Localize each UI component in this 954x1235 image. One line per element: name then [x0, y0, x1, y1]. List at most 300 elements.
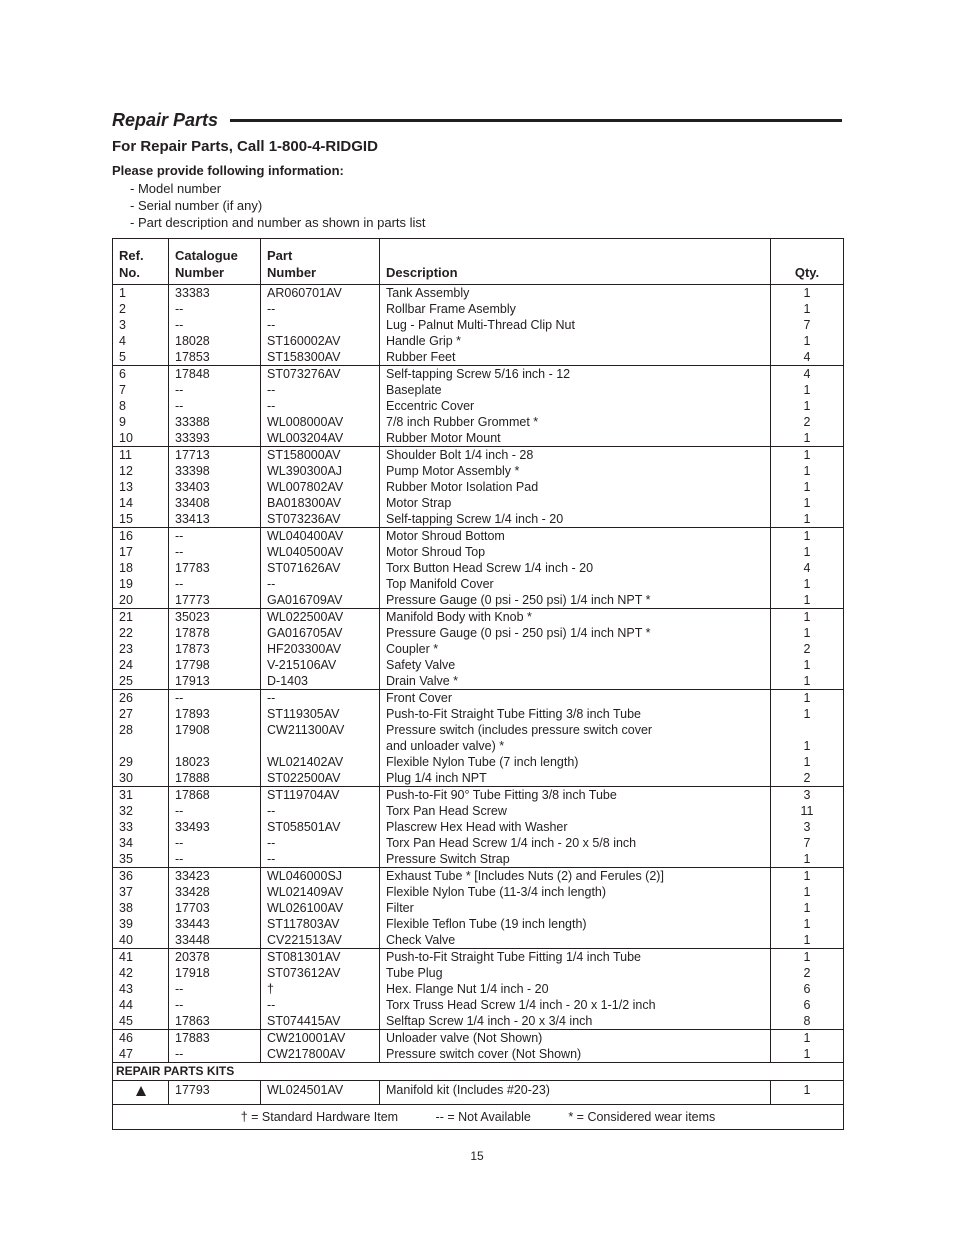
section-rule [230, 119, 842, 122]
catalogue-number: 35023 [169, 609, 261, 626]
kit-catalogue: 17793 [169, 1081, 261, 1105]
ref-number: 29 [113, 754, 169, 770]
catalogue-number: -- [169, 398, 261, 414]
ref-number: 37 [113, 884, 169, 900]
info-title: Please provide following information: [112, 163, 344, 178]
table-row [113, 949, 844, 966]
part-number: -- [261, 576, 380, 592]
ref-number: 16 [113, 528, 169, 545]
part-number: WL390300AJ [261, 463, 380, 479]
catalogue-number: 17918 [169, 965, 261, 981]
kit-row [113, 1081, 844, 1105]
part-number: WL022500AV [261, 609, 380, 626]
ref-number: 13 [113, 479, 169, 495]
part-description: Rubber Motor Isolation Pad [380, 479, 771, 495]
catalogue-number: -- [169, 301, 261, 317]
part-description: Top Manifold Cover [380, 576, 771, 592]
table-row [113, 851, 844, 868]
table-row [113, 673, 844, 690]
ref-number: 9 [113, 414, 169, 430]
part-qty: 1 [771, 479, 844, 495]
part-qty: 1 [771, 544, 844, 560]
part-number: -- [261, 851, 380, 868]
catalogue-number: -- [169, 690, 261, 707]
ref-number: 30 [113, 770, 169, 787]
part-description: Lug - Palnut Multi-Thread Clip Nut [380, 317, 771, 333]
catalogue-number: 33408 [169, 495, 261, 511]
legend-not-available: -- = Not Available [435, 1110, 531, 1124]
ref-number: 33 [113, 819, 169, 835]
part-description: Baseplate [380, 382, 771, 398]
part-description: Filter [380, 900, 771, 916]
part-number: GA016705AV [261, 625, 380, 641]
part-qty: 4 [771, 560, 844, 576]
part-description: Plascrew Hex Head with Washer [380, 819, 771, 835]
part-number: ST073236AV [261, 511, 380, 528]
ref-number: 28 [113, 722, 169, 754]
part-description: Motor Strap [380, 495, 771, 511]
catalogue-number: -- [169, 851, 261, 868]
table-row [113, 932, 844, 949]
part-qty: 1 [771, 706, 844, 722]
part-description: Torx Truss Head Screw 1/4 inch - 20 x 1-1/2 inch [380, 997, 771, 1013]
part-qty: 1 [771, 398, 844, 414]
catalogue-number: 17883 [169, 1030, 261, 1047]
part-number: CV221513AV [261, 932, 380, 949]
part-number: ST022500AV [261, 770, 380, 787]
ref-number: 32 [113, 803, 169, 819]
table-row [113, 981, 844, 997]
part-number: WL007802AV [261, 479, 380, 495]
catalogue-number: 33383 [169, 285, 261, 302]
table-row [113, 819, 844, 835]
part-description: Push-to-Fit Straight Tube Fitting 1/4 inch Tube [380, 949, 771, 966]
part-number: -- [261, 398, 380, 414]
table-row [113, 317, 844, 333]
part-description: Pressure Gauge (0 psi - 250 psi) 1/4 inch NPT * [380, 592, 771, 609]
info-list [130, 180, 426, 231]
table-row [113, 592, 844, 609]
parts-table [112, 238, 844, 1130]
ref-number: 46 [113, 1030, 169, 1047]
catalogue-number: 17908 [169, 722, 261, 754]
legend-row [113, 1105, 844, 1130]
part-number: CW211300AV [261, 722, 380, 754]
part-number: BA018300AV [261, 495, 380, 511]
part-number: ST158300AV [261, 349, 380, 366]
part-number: V-215106AV [261, 657, 380, 673]
ref-number: 44 [113, 997, 169, 1013]
ref-number: 39 [113, 916, 169, 932]
part-number: ST160002AV [261, 333, 380, 349]
ref-number: 38 [113, 900, 169, 916]
ref-number: 18 [113, 560, 169, 576]
part-number: -- [261, 803, 380, 819]
header-qty: Qty. [771, 239, 844, 285]
part-qty: 1 [771, 301, 844, 317]
part-description: Exhaust Tube * [Includes Nuts (2) and Ferules (2)] [380, 868, 771, 885]
part-description: Pump Motor Assembly * [380, 463, 771, 479]
part-number: D-1403 [261, 673, 380, 690]
table-row [113, 1013, 844, 1030]
table-row [113, 414, 844, 430]
part-description: Handle Grip * [380, 333, 771, 349]
catalogue-number: 33493 [169, 819, 261, 835]
part-description: 7/8 inch Rubber Grommet * [380, 414, 771, 430]
table-row [113, 609, 844, 626]
catalogue-number: 17913 [169, 673, 261, 690]
part-description: Safety Valve [380, 657, 771, 673]
table-row [113, 965, 844, 981]
ref-number: 1 [113, 285, 169, 302]
parts-group [113, 447, 844, 528]
ref-number: 35 [113, 851, 169, 868]
ref-number: 22 [113, 625, 169, 641]
part-description: Torx Pan Head Screw [380, 803, 771, 819]
ref-number: 17 [113, 544, 169, 560]
part-description: Shoulder Bolt 1/4 inch - 28 [380, 447, 771, 464]
part-qty: 4 [771, 366, 844, 383]
part-description: Flexible Teflon Tube (19 inch length) [380, 916, 771, 932]
part-qty: 3 [771, 819, 844, 835]
table-row [113, 770, 844, 787]
legend-wear-items: * = Considered wear items [568, 1110, 716, 1124]
part-description: Unloader valve (Not Shown) [380, 1030, 771, 1047]
part-description: Check Valve [380, 932, 771, 949]
table-row [113, 511, 844, 528]
part-number: -- [261, 382, 380, 398]
part-description: Flexible Nylon Tube (7 inch length) [380, 754, 771, 770]
ref-number: 34 [113, 835, 169, 851]
part-number: WL046000SJ [261, 868, 380, 885]
part-qty: 1 [771, 463, 844, 479]
table-row [113, 333, 844, 349]
part-qty: 1 [771, 609, 844, 626]
part-qty: 2 [771, 965, 844, 981]
catalogue-number: 17873 [169, 641, 261, 657]
table-row [113, 641, 844, 657]
kit-marker [113, 1081, 169, 1105]
part-qty: 3 [771, 787, 844, 804]
ref-number: 7 [113, 382, 169, 398]
section-header [112, 108, 842, 132]
part-qty: 1 [771, 382, 844, 398]
kit-qty: 1 [771, 1081, 844, 1105]
table-row [113, 349, 844, 366]
part-number: ST073612AV [261, 965, 380, 981]
part-description: Motor Shroud Bottom [380, 528, 771, 545]
table-row [113, 398, 844, 414]
part-number: CW210001AV [261, 1030, 380, 1047]
table-row [113, 690, 844, 707]
part-description: Rubber Feet [380, 349, 771, 366]
repair-call-title: For Repair Parts, Call 1-800-4-RIDGID [112, 138, 378, 155]
part-qty: 4 [771, 349, 844, 366]
part-description: Manifold Body with Knob * [380, 609, 771, 626]
part-number: AR060701AV [261, 285, 380, 302]
table-row [113, 495, 844, 511]
catalogue-number: 17888 [169, 770, 261, 787]
part-description: Self-tapping Screw 5/16 inch - 12 [380, 366, 771, 383]
part-qty: 1 [771, 868, 844, 885]
kit-part: WL024501AV [261, 1081, 380, 1105]
parts-group [113, 868, 844, 949]
parts-group [113, 787, 844, 868]
part-number: ST119704AV [261, 787, 380, 804]
part-qty: 7 [771, 835, 844, 851]
part-qty: 6 [771, 997, 844, 1013]
part-qty: 1 [771, 1030, 844, 1047]
catalogue-number: 17868 [169, 787, 261, 804]
ref-number: 14 [113, 495, 169, 511]
part-description: Self-tapping Screw 1/4 inch - 20 [380, 511, 771, 528]
kits-heading-row [113, 1063, 844, 1081]
catalogue-number: 33388 [169, 414, 261, 430]
part-qty: 1 [771, 722, 844, 754]
part-description: Plug 1/4 inch NPT [380, 770, 771, 787]
header-part: Part Number [261, 239, 380, 285]
table-row [113, 884, 844, 900]
part-qty: 1 [771, 673, 844, 690]
ref-number: 11 [113, 447, 169, 464]
part-qty: 1 [771, 916, 844, 932]
table-row [113, 463, 844, 479]
table-row [113, 997, 844, 1013]
part-qty: 1 [771, 511, 844, 528]
part-description: Coupler * [380, 641, 771, 657]
part-number: ST071626AV [261, 560, 380, 576]
catalogue-number: 33413 [169, 511, 261, 528]
table-row [113, 528, 844, 545]
parts-group [113, 366, 844, 447]
catalogue-number: 33423 [169, 868, 261, 885]
part-number: -- [261, 835, 380, 851]
part-qty: 2 [771, 770, 844, 787]
ref-number: 31 [113, 787, 169, 804]
table-row [113, 754, 844, 770]
part-description: Rollbar Frame Asembly [380, 301, 771, 317]
part-qty: 7 [771, 317, 844, 333]
part-qty: 1 [771, 900, 844, 916]
catalogue-number: -- [169, 1046, 261, 1063]
catalogue-number: 33398 [169, 463, 261, 479]
table-row [113, 706, 844, 722]
ref-number: 27 [113, 706, 169, 722]
ref-number: 10 [113, 430, 169, 447]
ref-number: 19 [113, 576, 169, 592]
table-row [113, 366, 844, 383]
catalogue-number: -- [169, 544, 261, 560]
part-qty: 1 [771, 690, 844, 707]
header-description: Description [380, 239, 771, 285]
catalogue-number: 33443 [169, 916, 261, 932]
table-row [113, 447, 844, 464]
part-qty: 2 [771, 641, 844, 657]
catalogue-number: -- [169, 803, 261, 819]
ref-number: 36 [113, 868, 169, 885]
part-qty: 1 [771, 430, 844, 447]
part-description: Motor Shroud Top [380, 544, 771, 560]
part-description: Pressure switch (includes pressure switch cover and unloader valve) * [380, 722, 771, 754]
part-qty: 1 [771, 754, 844, 770]
part-number: ST074415AV [261, 1013, 380, 1030]
page-number: 15 [470, 1149, 484, 1163]
part-number: ST081301AV [261, 949, 380, 966]
part-description: Torx Pan Head Screw 1/4 inch - 20 x 5/8 inch [380, 835, 771, 851]
part-qty: 1 [771, 625, 844, 641]
part-number: ST117803AV [261, 916, 380, 932]
part-qty: 1 [771, 576, 844, 592]
ref-number: 20 [113, 592, 169, 609]
table-row [113, 430, 844, 447]
part-description: Tube Plug [380, 965, 771, 981]
part-number: WL026100AV [261, 900, 380, 916]
part-qty: 1 [771, 528, 844, 545]
catalogue-number: 18023 [169, 754, 261, 770]
legend [113, 1105, 844, 1130]
catalogue-number: 17703 [169, 900, 261, 916]
part-description: Rubber Motor Mount [380, 430, 771, 447]
catalogue-number: -- [169, 576, 261, 592]
table-row [113, 787, 844, 804]
kits-heading: REPAIR PARTS KITS [113, 1063, 844, 1081]
part-number: HF203300AV [261, 641, 380, 657]
part-qty: 8 [771, 1013, 844, 1030]
ref-number: 47 [113, 1046, 169, 1063]
part-number: ST073276AV [261, 366, 380, 383]
catalogue-number: 17853 [169, 349, 261, 366]
ref-number: 15 [113, 511, 169, 528]
part-number: -- [261, 997, 380, 1013]
parts-group [113, 690, 844, 787]
part-description: Pressure switch cover (Not Shown) [380, 1046, 771, 1063]
part-number: GA016709AV [261, 592, 380, 609]
catalogue-number: 17893 [169, 706, 261, 722]
catalogue-number: -- [169, 317, 261, 333]
catalogue-number: 20378 [169, 949, 261, 966]
part-qty: 1 [771, 1046, 844, 1063]
part-qty: 1 [771, 851, 844, 868]
ref-number: 41 [113, 949, 169, 966]
table-row [113, 1046, 844, 1063]
catalogue-number: 17773 [169, 592, 261, 609]
legend-standard-hardware: † = Standard Hardware Item [240, 1110, 399, 1124]
catalogue-number: -- [169, 382, 261, 398]
part-description: Pressure Switch Strap [380, 851, 771, 868]
table-row [113, 916, 844, 932]
table-row [113, 625, 844, 641]
catalogue-number: -- [169, 528, 261, 545]
catalogue-number: 17863 [169, 1013, 261, 1030]
ref-number: 3 [113, 317, 169, 333]
info-item: - Model number [130, 181, 222, 196]
part-number: -- [261, 301, 380, 317]
part-qty: 1 [771, 657, 844, 673]
ref-number: 42 [113, 965, 169, 981]
kit-description: Manifold kit (Includes #20-23) [380, 1081, 771, 1105]
catalogue-number: 18028 [169, 333, 261, 349]
catalogue-number: -- [169, 835, 261, 851]
part-number: -- [261, 317, 380, 333]
part-description: Drain Valve * [380, 673, 771, 690]
part-qty: 1 [771, 932, 844, 949]
table-row [113, 868, 844, 885]
header-catalogue: Catalogue Number [169, 239, 261, 285]
part-qty: 1 [771, 333, 844, 349]
part-description: Pressure Gauge (0 psi - 250 psi) 1/4 inch NPT * [380, 625, 771, 641]
parts-group [113, 1030, 844, 1063]
part-number: WL021409AV [261, 884, 380, 900]
catalogue-number: -- [169, 997, 261, 1013]
part-description: Hex. Flange Nut 1/4 inch - 20 [380, 981, 771, 997]
table-row [113, 1030, 844, 1047]
ref-number: 43 [113, 981, 169, 997]
part-description: Front Cover [380, 690, 771, 707]
catalogue-number: 17783 [169, 560, 261, 576]
table-row [113, 479, 844, 495]
part-qty: 2 [771, 414, 844, 430]
parts-group [113, 949, 844, 1030]
part-description: Eccentric Cover [380, 398, 771, 414]
part-qty: 1 [771, 884, 844, 900]
part-qty: 6 [771, 981, 844, 997]
ref-number: 4 [113, 333, 169, 349]
parts-group [113, 528, 844, 609]
part-number: ST158000AV [261, 447, 380, 464]
part-qty: 1 [771, 285, 844, 302]
table-row [113, 803, 844, 819]
catalogue-number: -- [169, 981, 261, 997]
info-item: - Part description and number as shown in parts list [130, 215, 426, 230]
ref-number: 2 [113, 301, 169, 317]
part-qty: 1 [771, 592, 844, 609]
part-number: -- [261, 690, 380, 707]
table-row [113, 657, 844, 673]
parts-group [113, 285, 844, 366]
part-qty: 1 [771, 447, 844, 464]
part-qty: 1 [771, 949, 844, 966]
catalogue-number: 33393 [169, 430, 261, 447]
catalogue-number: 17713 [169, 447, 261, 464]
table-row [113, 544, 844, 560]
part-description: Push-to-Fit 90° Tube Fitting 3/8 inch Tube [380, 787, 771, 804]
table-row [113, 560, 844, 576]
part-description: Selftap Screw 1/4 inch - 20 x 3/4 inch [380, 1013, 771, 1030]
part-number: WL040400AV [261, 528, 380, 545]
part-description: Push-to-Fit Straight Tube Fitting 3/8 inch Tube [380, 706, 771, 722]
catalogue-number: 17878 [169, 625, 261, 641]
part-number: ST119305AV [261, 706, 380, 722]
part-number: CW217800AV [261, 1046, 380, 1063]
part-number: WL008000AV [261, 414, 380, 430]
ref-number: 5 [113, 349, 169, 366]
table-header-row [113, 239, 844, 285]
ref-number: 25 [113, 673, 169, 690]
triangle-icon [136, 1086, 146, 1096]
ref-number: 26 [113, 690, 169, 707]
catalogue-number: 17848 [169, 366, 261, 383]
part-description: Tank Assembly [380, 285, 771, 302]
part-number: WL040500AV [261, 544, 380, 560]
header-ref: Ref. No. [113, 239, 169, 285]
catalogue-number: 33428 [169, 884, 261, 900]
part-number: WL021402AV [261, 754, 380, 770]
ref-number: 23 [113, 641, 169, 657]
table-row [113, 301, 844, 317]
table-row [113, 285, 844, 302]
catalogue-number: 17798 [169, 657, 261, 673]
ref-number: 21 [113, 609, 169, 626]
